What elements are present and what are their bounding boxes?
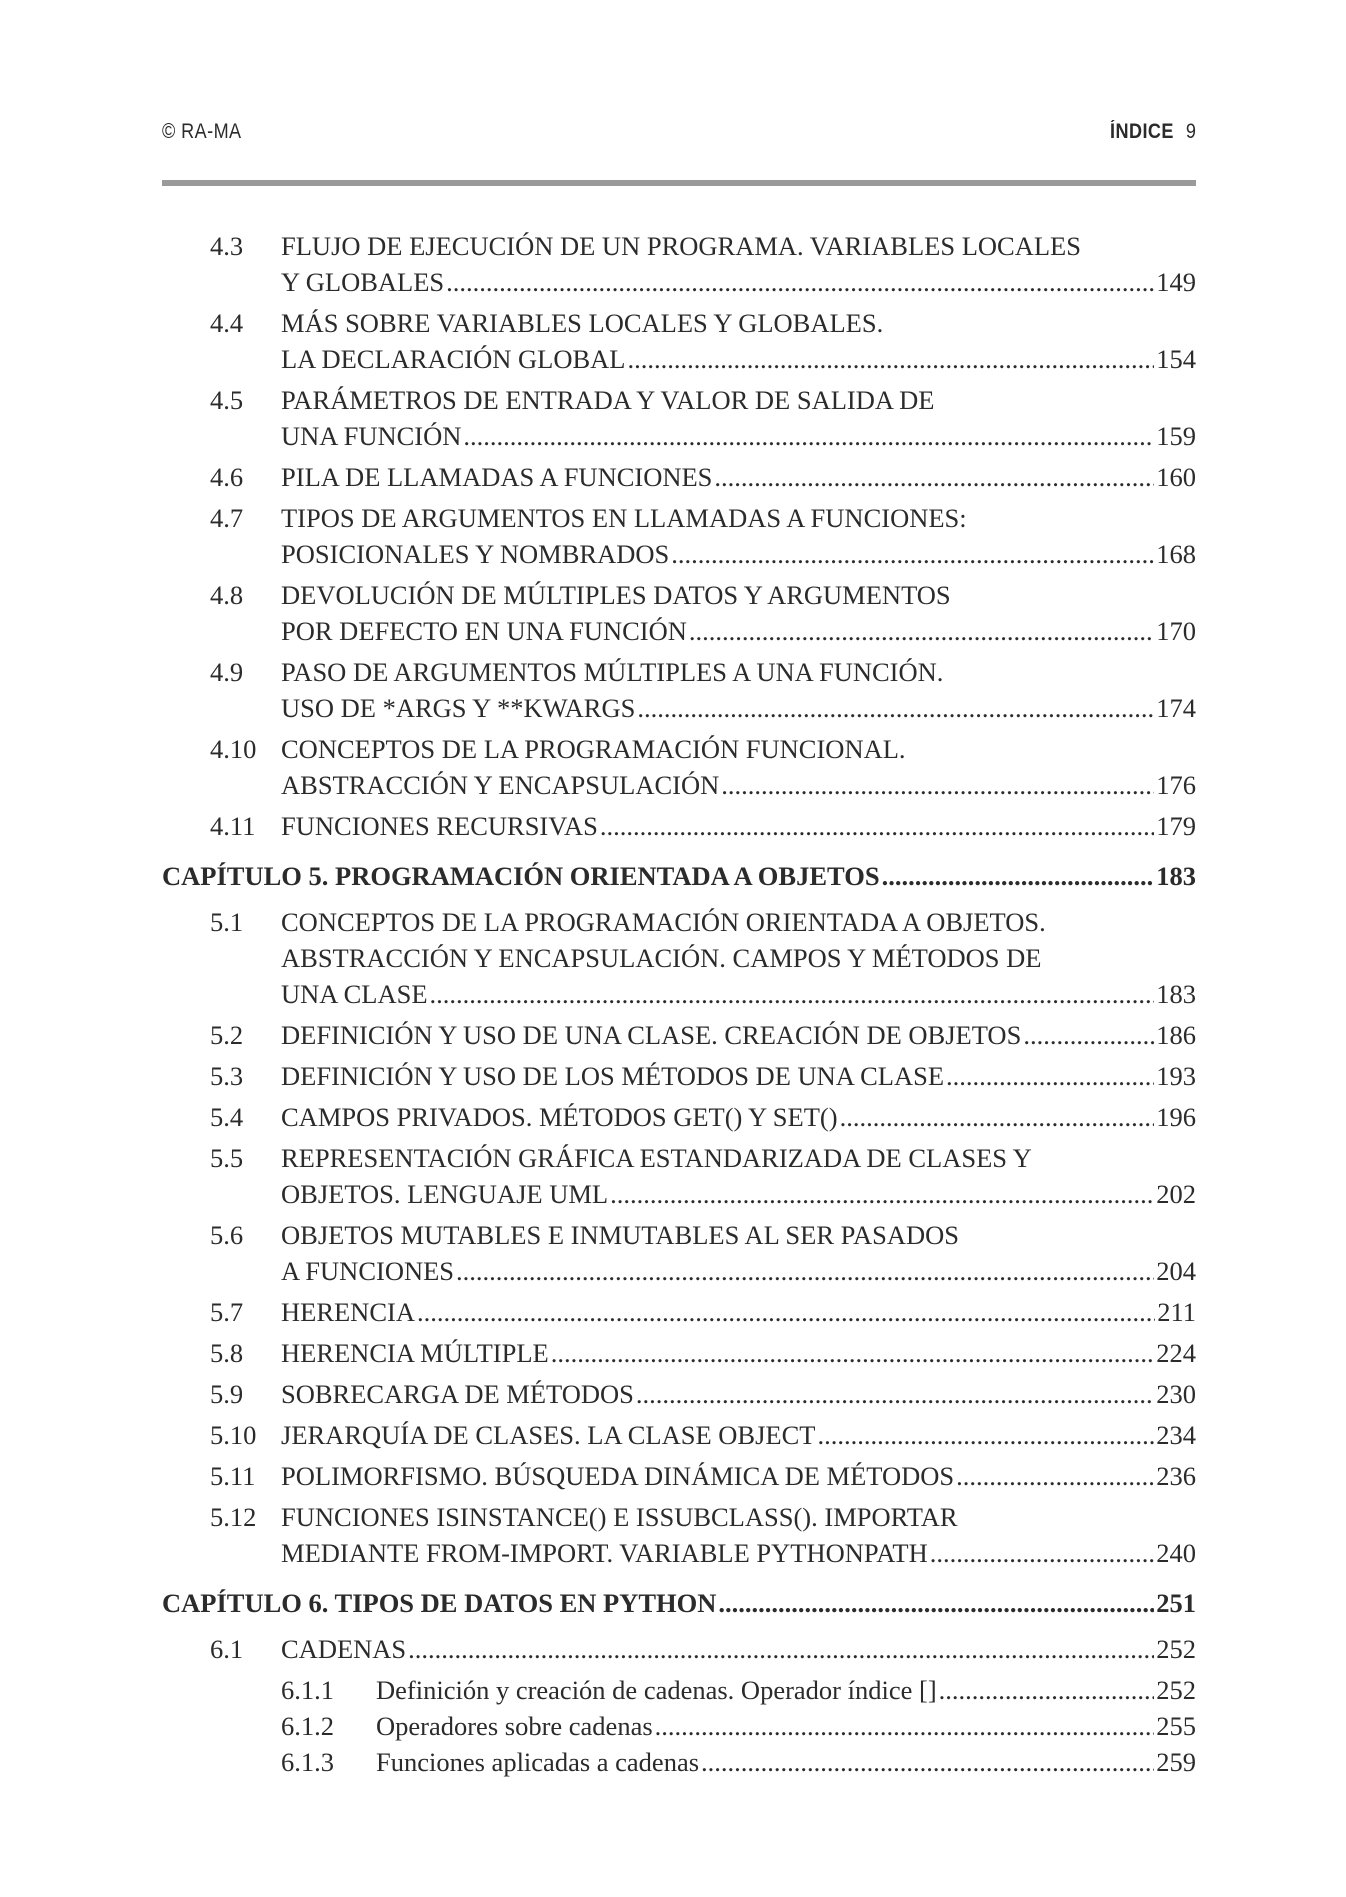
toc-entry-title-line: OBJETOS MUTABLES E INMUTABLES AL SER PASADOS bbox=[281, 1220, 959, 1250]
dot-leader bbox=[600, 808, 1154, 844]
toc-entry-title-line: Operadores sobre cadenas bbox=[376, 1711, 653, 1741]
dot-leader bbox=[671, 536, 1154, 572]
toc-entry-number: 5.10 bbox=[210, 1420, 257, 1450]
table-of-contents bbox=[162, 228, 1196, 1780]
toc-entry-body bbox=[281, 1335, 1196, 1371]
toc-entry-number: 5.7 bbox=[210, 1297, 244, 1327]
toc-entry-page: 211 bbox=[1157, 1297, 1196, 1327]
toc-entry-page: 179 bbox=[1156, 811, 1196, 841]
toc-entry-number: 4.9 bbox=[210, 657, 244, 687]
toc-entry-number: 4.8 bbox=[210, 580, 244, 610]
toc-entry-title-line: HERENCIA bbox=[281, 1297, 415, 1327]
toc-entry-page: 174 bbox=[1156, 693, 1196, 723]
dot-leader bbox=[408, 1631, 1154, 1667]
toc-entry-title-line: Funciones aplicadas a cadenas bbox=[376, 1747, 700, 1777]
dot-leader bbox=[1023, 1017, 1154, 1053]
toc-entry-number: 6.1 bbox=[210, 1634, 244, 1664]
toc-entry-body bbox=[281, 382, 1196, 454]
toc-entry-page: 255 bbox=[1156, 1711, 1196, 1741]
toc-entry-body bbox=[281, 228, 1196, 300]
toc-section-entry[interactable] bbox=[162, 577, 1196, 649]
toc-entry-body bbox=[162, 1585, 1196, 1621]
toc-entry-body bbox=[162, 858, 1196, 894]
toc-entry-page: 170 bbox=[1156, 616, 1196, 646]
toc-entry-page: 168 bbox=[1156, 539, 1196, 569]
toc-entry-last-line bbox=[281, 808, 1196, 844]
toc-section-entry[interactable] bbox=[162, 1417, 1196, 1453]
toc-entry-title-line: POSICIONALES Y NOMBRADOS bbox=[281, 539, 670, 569]
toc-entry-title-line: UNA CLASE bbox=[281, 979, 428, 1009]
toc-entry-body bbox=[281, 1099, 1196, 1135]
toc-entry-title-line: USO DE *ARGS Y **KWARGS bbox=[281, 693, 636, 723]
toc-section-entry[interactable] bbox=[162, 1017, 1196, 1053]
toc-entry-number: 4.3 bbox=[210, 231, 244, 261]
toc-entry-page: 186 bbox=[1156, 1020, 1196, 1050]
publisher-mark: © RA-MA bbox=[162, 120, 242, 143]
toc-entry-last-line bbox=[281, 418, 1196, 454]
toc-entry-page: 183 bbox=[1156, 861, 1196, 891]
toc-entry-title-line: JERARQUÍA DE CLASES. LA CLASE OBJECT bbox=[281, 1420, 816, 1450]
toc-entry-last-line bbox=[376, 1744, 1196, 1780]
toc-entry-title-line: POR DEFECTO EN UNA FUNCIÓN bbox=[281, 616, 687, 646]
toc-entry-last-line bbox=[281, 690, 1196, 726]
toc-entry-number: 5.4 bbox=[210, 1102, 244, 1132]
dot-leader bbox=[718, 1585, 1154, 1621]
toc-entry-number: 4.11 bbox=[210, 811, 256, 841]
toc-section-entry[interactable] bbox=[162, 1294, 1196, 1330]
toc-entry-title-line: DEFINICIÓN Y USO DE UNA CLASE. CREACIÓN DE OBJETOS bbox=[281, 1020, 1022, 1050]
toc-entry-page: 234 bbox=[1156, 1420, 1196, 1450]
toc-section-entry[interactable] bbox=[162, 228, 1196, 300]
toc-entry-page: 224 bbox=[1156, 1338, 1196, 1368]
toc-entry-number: 4.4 bbox=[210, 308, 244, 338]
toc-entry-title-line: PARÁMETROS DE ENTRADA Y VALOR DE SALIDA DE bbox=[281, 385, 935, 415]
toc-section-entry[interactable] bbox=[162, 904, 1196, 1012]
dot-leader bbox=[701, 1744, 1154, 1780]
toc-section-entry[interactable] bbox=[162, 382, 1196, 454]
toc-entry-last-line bbox=[281, 976, 1196, 1012]
toc-entry-body bbox=[281, 1458, 1196, 1494]
toc-section-entry[interactable] bbox=[162, 1335, 1196, 1371]
toc-entry-title-line: Y GLOBALES bbox=[281, 267, 445, 297]
toc-entry-last-line bbox=[376, 1672, 1196, 1708]
dot-leader bbox=[417, 1294, 1155, 1330]
toc-entry-last-line bbox=[281, 264, 1196, 300]
toc-entry-title-line: TIPOS DE ARGUMENTOS EN LLAMADAS A FUNCIONES: bbox=[281, 503, 967, 533]
running-header bbox=[162, 114, 1196, 154]
dot-leader bbox=[721, 767, 1154, 803]
toc-entry-number: 5.11 bbox=[210, 1461, 256, 1491]
toc-entry-body bbox=[281, 808, 1196, 844]
header-rule bbox=[162, 180, 1196, 186]
toc-entry-body bbox=[281, 1217, 1196, 1289]
toc-entry-last-line bbox=[281, 1631, 1196, 1667]
toc-entry-body bbox=[281, 1631, 1196, 1667]
toc-entry-last-line bbox=[281, 613, 1196, 649]
toc-entry-page: 176 bbox=[1156, 770, 1196, 800]
toc-entry-title-line: OBJETOS. LENGUAJE UML bbox=[281, 1179, 609, 1209]
toc-entry-body bbox=[281, 731, 1196, 803]
toc-entry-page: 154 bbox=[1156, 344, 1196, 374]
dot-leader bbox=[946, 1058, 1154, 1094]
toc-entry-body bbox=[281, 459, 1196, 495]
toc-section-entry[interactable] bbox=[162, 1140, 1196, 1212]
toc-entry-page: 230 bbox=[1156, 1379, 1196, 1409]
toc-entry-number: 5.3 bbox=[210, 1061, 244, 1091]
toc-entry-last-line bbox=[162, 1585, 1196, 1621]
toc-entry-title-line: DEVOLUCIÓN DE MÚLTIPLES DATOS Y ARGUMENTOS bbox=[281, 580, 951, 610]
toc-entry-page: 236 bbox=[1156, 1461, 1196, 1491]
toc-entry-title-line: MEDIANTE FROM-IMPORT. VARIABLE PYTHONPATH bbox=[281, 1538, 928, 1568]
toc-entry-body bbox=[376, 1672, 1196, 1708]
toc-entry-title-line: REPRESENTACIÓN GRÁFICA ESTANDARIZADA DE CLASES Y bbox=[281, 1143, 1032, 1173]
toc-entry-body bbox=[281, 654, 1196, 726]
dot-leader bbox=[840, 1099, 1155, 1135]
toc-subsection-entry[interactable] bbox=[162, 1744, 1196, 1780]
toc-entry-body bbox=[281, 577, 1196, 649]
toc-entry-title-line: DEFINICIÓN Y USO DE LOS MÉTODOS DE UNA CLASE bbox=[281, 1061, 945, 1091]
dot-leader bbox=[930, 1535, 1155, 1571]
dot-leader bbox=[628, 341, 1155, 377]
toc-entry-title-line: CAMPOS PRIVADOS. MÉTODOS GET() Y SET() bbox=[281, 1102, 838, 1132]
dot-leader bbox=[939, 1672, 1155, 1708]
toc-entry-title-line: CAPÍTULO 6. TIPOS DE DATOS EN PYTHON bbox=[162, 1588, 717, 1618]
toc-entry-title-line: LA DECLARACIÓN GLOBAL bbox=[281, 344, 626, 374]
toc-entry-title-line: POLIMORFISMO. BÚSQUEDA DINÁMICA DE MÉTODOS bbox=[281, 1461, 955, 1491]
toc-entry-last-line bbox=[281, 1376, 1196, 1412]
toc-entry-number: 5.6 bbox=[210, 1220, 244, 1250]
toc-entry-title-line: FLUJO DE EJECUCIÓN DE UN PROGRAMA. VARIABLES LOCALES bbox=[281, 231, 1081, 261]
toc-entry-page: 259 bbox=[1156, 1747, 1196, 1777]
toc-entry-number: 6.1.1 bbox=[281, 1675, 334, 1705]
toc-entry-last-line bbox=[281, 1099, 1196, 1135]
toc-entry-body bbox=[281, 1017, 1196, 1053]
toc-entry-body bbox=[376, 1708, 1196, 1744]
dot-leader bbox=[610, 1176, 1154, 1212]
toc-entry-last-line bbox=[281, 1017, 1196, 1053]
toc-entry-body bbox=[281, 1376, 1196, 1412]
toc-entry-number: 5.5 bbox=[210, 1143, 244, 1173]
page-number: 9 bbox=[1185, 120, 1196, 143]
toc-entry-title-line: MÁS SOBRE VARIABLES LOCALES Y GLOBALES. bbox=[281, 308, 884, 338]
toc-entry-number: 5.12 bbox=[210, 1502, 257, 1532]
toc-entry-last-line bbox=[376, 1708, 1196, 1744]
section-title: ÍNDICE bbox=[1109, 120, 1174, 143]
toc-entry-number: 4.5 bbox=[210, 385, 244, 415]
dot-leader bbox=[882, 858, 1155, 894]
toc-entry-page: 251 bbox=[1156, 1588, 1196, 1618]
toc-entry-page: 183 bbox=[1156, 979, 1196, 1009]
toc-entry-body bbox=[281, 500, 1196, 572]
toc-subsection-entry[interactable] bbox=[162, 1708, 1196, 1744]
toc-section-entry[interactable] bbox=[162, 459, 1196, 495]
header-right bbox=[1110, 120, 1196, 144]
toc-section-entry[interactable] bbox=[162, 1217, 1196, 1289]
toc-entry-page: 160 bbox=[1156, 462, 1196, 492]
toc-entry-last-line bbox=[281, 536, 1196, 572]
toc-entry-page: 193 bbox=[1156, 1061, 1196, 1091]
toc-entry-title-line: PILA DE LLAMADAS A FUNCIONES bbox=[281, 462, 713, 492]
toc-entry-page: 149 bbox=[1156, 267, 1196, 297]
toc-entry-title-line: FUNCIONES RECURSIVAS bbox=[281, 811, 598, 841]
toc-chapter-entry[interactable] bbox=[162, 858, 1196, 894]
toc-chapter-entry[interactable] bbox=[162, 1585, 1196, 1621]
toc-entry-last-line bbox=[281, 459, 1196, 495]
toc-entry-last-line bbox=[281, 1176, 1196, 1212]
toc-entry-title-line: FUNCIONES ISINSTANCE() E ISSUBCLASS(). IMPORTAR bbox=[281, 1502, 958, 1532]
toc-entry-title-line: CONCEPTOS DE LA PROGRAMACIÓN FUNCIONAL. bbox=[281, 734, 906, 764]
dot-leader bbox=[463, 418, 1154, 454]
toc-entry-title-line: UNA FUNCIÓN bbox=[281, 421, 462, 451]
toc-entry-number: 5.8 bbox=[210, 1338, 244, 1368]
toc-entry-body bbox=[281, 305, 1196, 377]
dot-leader bbox=[551, 1335, 1155, 1371]
toc-section-entry[interactable] bbox=[162, 1099, 1196, 1135]
toc-subsection-entry[interactable] bbox=[162, 1672, 1196, 1708]
toc-entry-last-line bbox=[281, 767, 1196, 803]
toc-entry-last-line bbox=[281, 1335, 1196, 1371]
toc-entry-title-line: SOBRECARGA DE MÉTODOS bbox=[281, 1379, 634, 1409]
toc-entry-body bbox=[281, 1294, 1196, 1330]
toc-entry-page: 240 bbox=[1156, 1538, 1196, 1568]
toc-entry-title-line: CADENAS bbox=[281, 1634, 407, 1664]
toc-entry-last-line bbox=[281, 1535, 1196, 1571]
dot-leader bbox=[446, 264, 1154, 300]
toc-entry-title-line: ABSTRACCIÓN Y ENCAPSULACIÓN. CAMPOS Y MÉTODOS DE bbox=[281, 943, 1042, 973]
dot-leader bbox=[689, 613, 1154, 649]
dot-leader bbox=[430, 976, 1155, 1012]
toc-entry-number: 5.1 bbox=[210, 907, 244, 937]
dot-leader bbox=[636, 1376, 1154, 1412]
toc-entry-title-line: A FUNCIONES bbox=[281, 1256, 455, 1286]
dot-leader bbox=[956, 1458, 1154, 1494]
toc-entry-last-line bbox=[281, 341, 1196, 377]
toc-entry-number: 4.6 bbox=[210, 462, 244, 492]
toc-entry-body bbox=[281, 1499, 1196, 1571]
toc-entry-body bbox=[281, 1058, 1196, 1094]
toc-entry-number: 4.10 bbox=[210, 734, 257, 764]
toc-entry-last-line bbox=[281, 1253, 1196, 1289]
toc-entry-page: 159 bbox=[1156, 421, 1196, 451]
toc-entry-title-line: Definición y creación de cadenas. Operador índice [] bbox=[376, 1675, 937, 1705]
toc-section-entry[interactable] bbox=[162, 1631, 1196, 1667]
dot-leader bbox=[456, 1253, 1154, 1289]
toc-entry-last-line bbox=[281, 1458, 1196, 1494]
toc-section-entry[interactable] bbox=[162, 731, 1196, 803]
toc-entry-page: 252 bbox=[1156, 1634, 1196, 1664]
toc-entry-last-line bbox=[281, 1294, 1196, 1330]
toc-entry-number: 5.9 bbox=[210, 1379, 244, 1409]
toc-entry-number: 6.1.2 bbox=[281, 1711, 334, 1741]
toc-section-entry[interactable] bbox=[162, 654, 1196, 726]
toc-entry-body bbox=[281, 1140, 1196, 1212]
toc-entry-number: 6.1.3 bbox=[281, 1747, 334, 1777]
toc-section-entry[interactable] bbox=[162, 1499, 1196, 1571]
toc-entry-title-line: HERENCIA MÚLTIPLE bbox=[281, 1338, 549, 1368]
toc-entry-number: 5.2 bbox=[210, 1020, 244, 1050]
toc-section-entry[interactable] bbox=[162, 1376, 1196, 1412]
toc-entry-title-line: ABSTRACCIÓN Y ENCAPSULACIÓN bbox=[281, 770, 720, 800]
toc-entry-body bbox=[281, 1417, 1196, 1453]
toc-entry-title-line: CAPÍTULO 5. PROGRAMACIÓN ORIENTADA A OBJETOS bbox=[162, 861, 880, 891]
toc-entry-page: 196 bbox=[1156, 1102, 1196, 1132]
dot-leader bbox=[817, 1417, 1154, 1453]
toc-entry-title-line: CONCEPTOS DE LA PROGRAMACIÓN ORIENTADA A OBJETOS. bbox=[281, 907, 1046, 937]
toc-entry-body bbox=[281, 904, 1196, 1012]
toc-section-entry[interactable] bbox=[162, 305, 1196, 377]
toc-entry-last-line bbox=[281, 1058, 1196, 1094]
dot-leader bbox=[637, 690, 1154, 726]
dot-leader bbox=[714, 459, 1154, 495]
toc-entry-last-line bbox=[281, 1417, 1196, 1453]
dot-leader bbox=[655, 1708, 1155, 1744]
toc-section-entry[interactable] bbox=[162, 808, 1196, 844]
toc-entry-page: 202 bbox=[1156, 1179, 1196, 1209]
toc-entry-last-line bbox=[162, 858, 1196, 894]
toc-entry-body bbox=[376, 1744, 1196, 1780]
toc-entry-page: 252 bbox=[1156, 1675, 1196, 1705]
toc-entry-title-line: PASO DE ARGUMENTOS MÚLTIPLES A UNA FUNCIÓN. bbox=[281, 657, 944, 687]
toc-entry-page: 204 bbox=[1156, 1256, 1196, 1286]
toc-entry-number: 4.7 bbox=[210, 503, 244, 533]
toc-section-entry[interactable] bbox=[162, 1458, 1196, 1494]
toc-section-entry[interactable] bbox=[162, 1058, 1196, 1094]
toc-section-entry[interactable] bbox=[162, 500, 1196, 572]
